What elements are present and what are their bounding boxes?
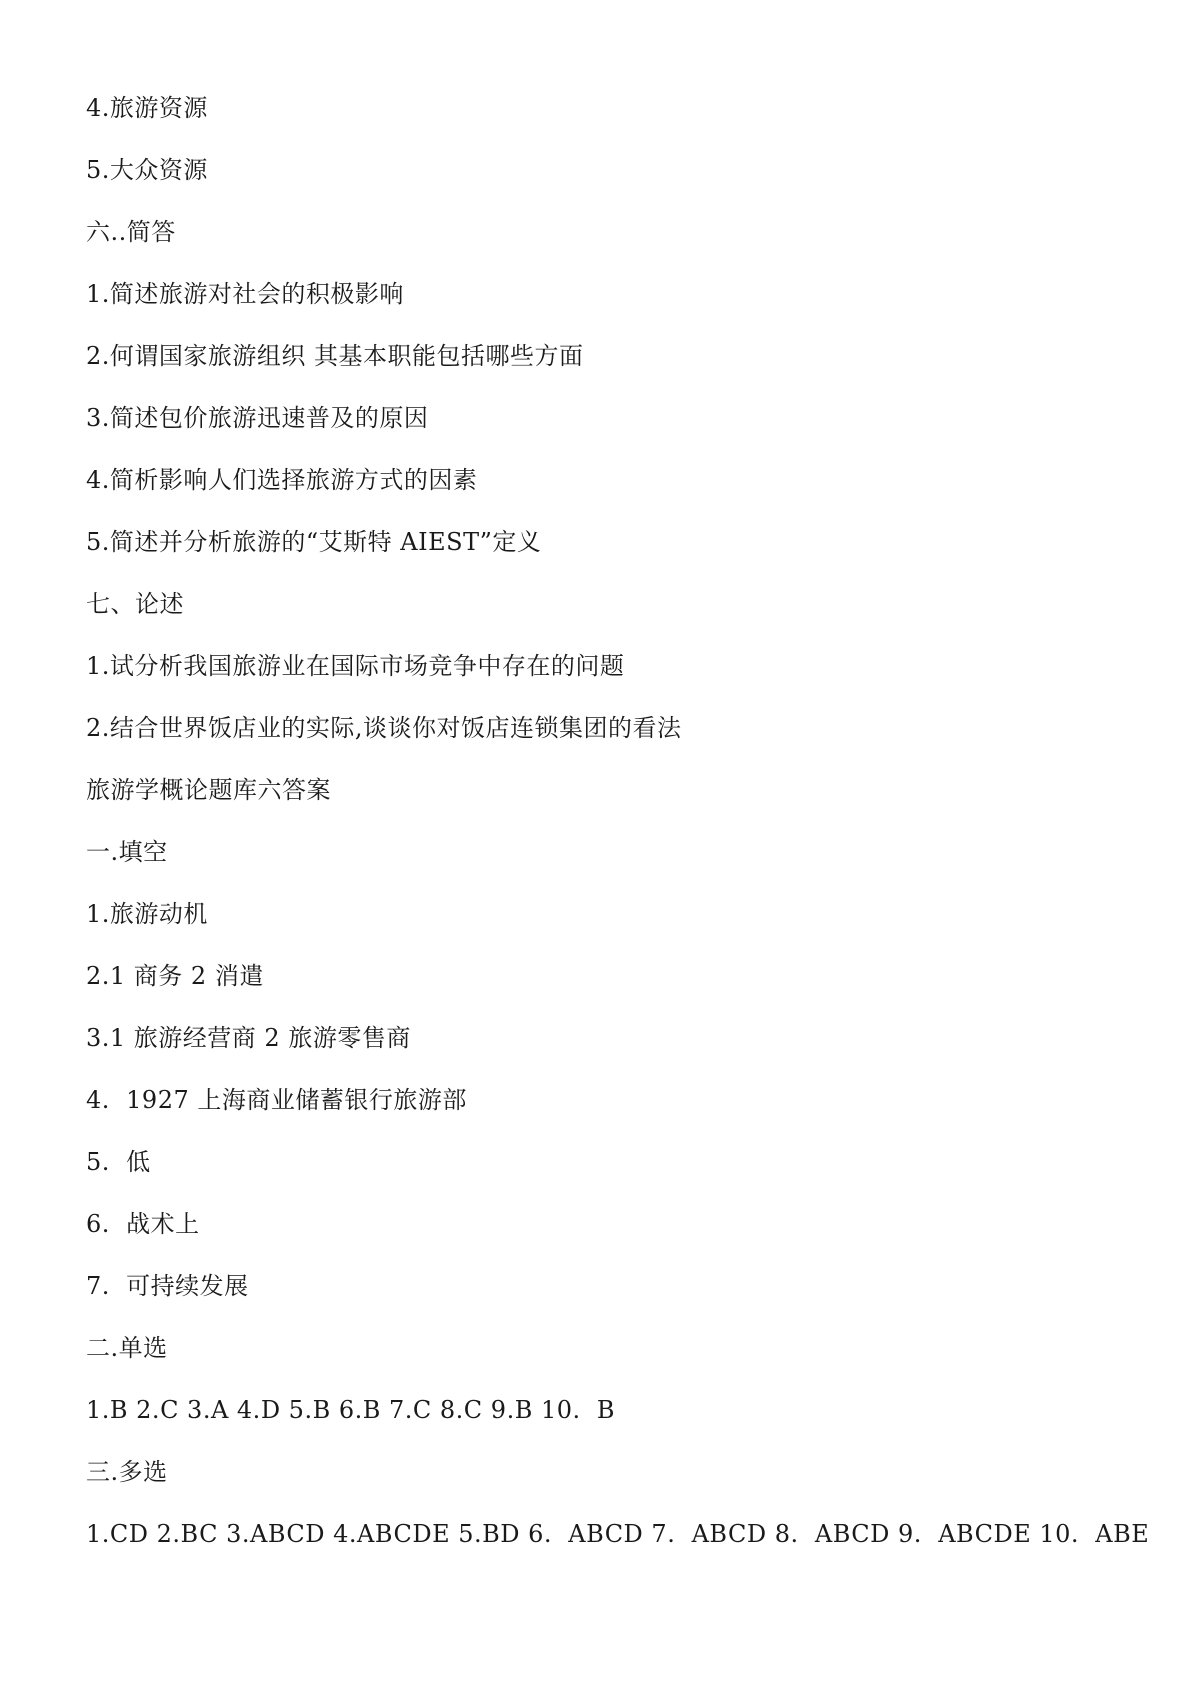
text-line: 5.简述并分析旅游的“艾斯特 AIEST”定义 — [86, 528, 542, 556]
text-line: 1.CD 2.BC 3.ABCD 4.ABCDE 5.BD 6. ABCD 7. ABCD 8. ABCD 9. ABCDE 10. ABE — [86, 1520, 1150, 1548]
text-line: 3.1 旅游经营商 2 旅游零售商 — [86, 1024, 411, 1052]
text-line: 1.旅游动机 — [86, 900, 208, 928]
text-line: 2.1 商务 2 消遣 — [86, 962, 264, 990]
text-line: 5.大众资源 — [86, 156, 208, 184]
answer-title: 旅游学概论题库六答案 — [86, 776, 331, 804]
text-line: 5. 低 — [86, 1148, 151, 1176]
text-line: 4.旅游资源 — [86, 94, 208, 122]
section-heading: 三.多选 — [86, 1458, 168, 1486]
text-line: 7. 可持续发展 — [86, 1272, 249, 1300]
text-line: 1.B 2.C 3.A 4.D 5.B 6.B 7.C 8.C 9.B 10. B — [86, 1396, 616, 1424]
text-line: 4. 1927 上海商业储蓄银行旅游部 — [86, 1086, 467, 1114]
section-heading: 二.单选 — [86, 1334, 168, 1362]
section-heading: 一.填空 — [86, 838, 168, 866]
text-line: 4.简析影响人们选择旅游方式的因素 — [86, 466, 478, 494]
section-heading: 六..简答 — [86, 218, 176, 246]
text-line: 2.何谓国家旅游组织 其基本职能包括哪些方面 — [86, 342, 584, 370]
text-line: 3.简述包价旅游迅速普及的原因 — [86, 404, 429, 432]
section-heading: 七、论述 — [86, 590, 184, 618]
text-line: 6. 战术上 — [86, 1210, 200, 1238]
text-line: 1.试分析我国旅游业在国际市场竞争中存在的问题 — [86, 652, 625, 680]
text-line: 1.简述旅游对社会的积极影响 — [86, 280, 404, 308]
text-line: 2.结合世界饭店业的实际,谈谈你对饭店连锁集团的看法 — [86, 714, 682, 742]
